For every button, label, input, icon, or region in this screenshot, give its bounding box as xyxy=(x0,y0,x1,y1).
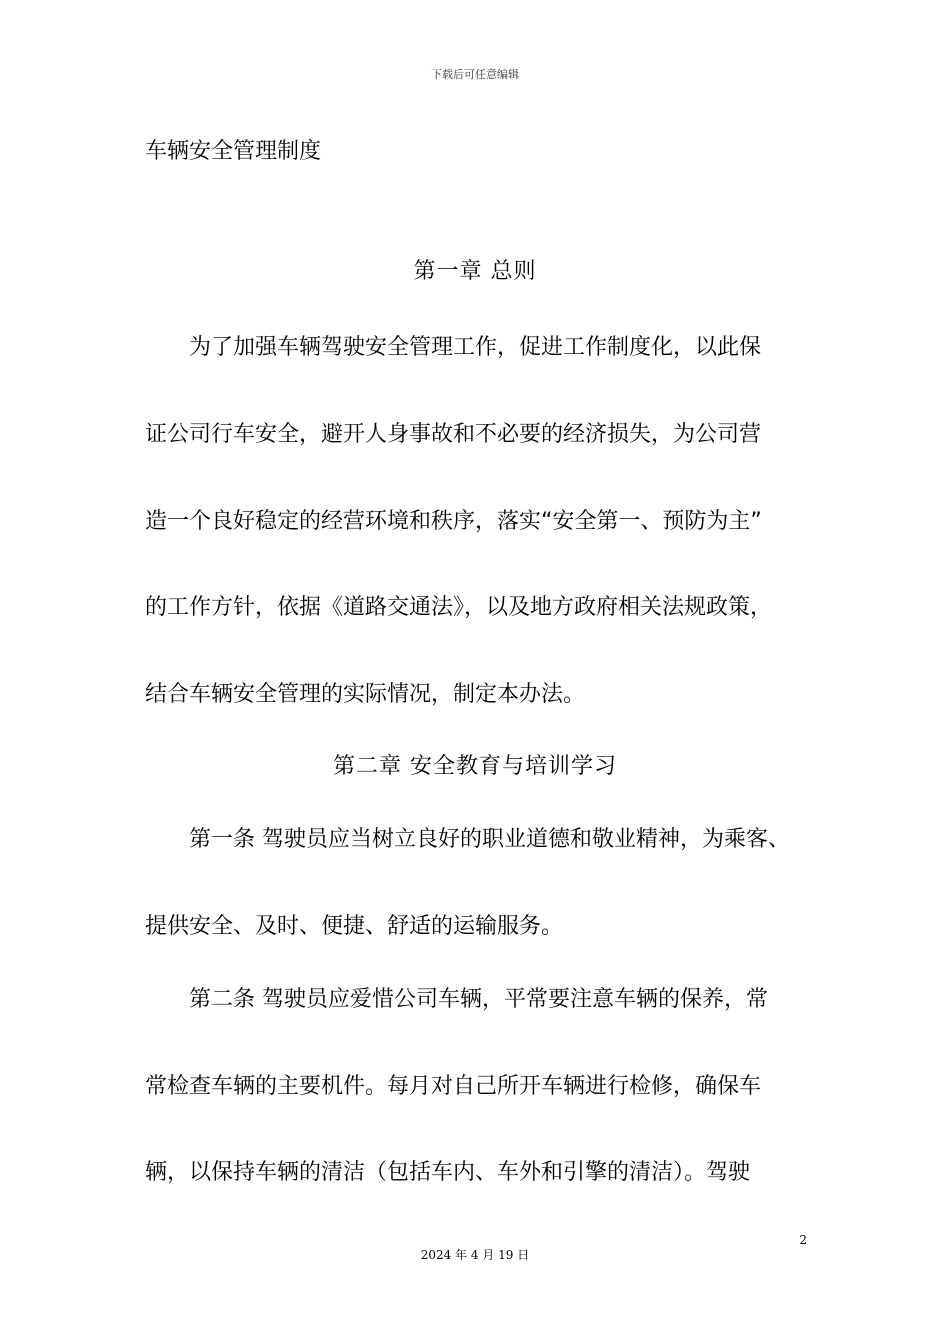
chapter-1-line-1: 为了加强车辆驾驶安全管理工作，促进工作制度化，以此保 xyxy=(189,335,762,360)
footer-date: 2024 年 4 月 19 日 xyxy=(420,1248,530,1262)
article-2-line-2: 常检查车辆的主要机件。每月对自己所开车辆进行检修，确保车 xyxy=(145,1074,762,1099)
article-2-line-3: 辆，以保持车辆的清洁（包括车内、车外和引擎的清洁）。驾驶 xyxy=(145,1160,751,1185)
chapter-1-line-2: 证公司行车安全，避开人身事故和不必要的经济损失，为公司营 xyxy=(145,422,762,447)
article-2-line-1: 第二条 驾驶员应爱惜公司车辆，平常要注意车辆的保养，常 xyxy=(189,987,768,1012)
page-number: 2 xyxy=(799,1233,807,1247)
chapter-1-line-3: 造一个良好稳定的经营环境和秩序，落实“安全第一、预防为主” xyxy=(145,509,762,534)
chapter-1-line-4: 的工作方针，依据《道路交通法》，以及地方政府相关法规政策， xyxy=(145,595,773,620)
document-title: 车辆安全管理制度 xyxy=(145,139,322,164)
chapter-1-line-5: 结合车辆安全管理的实际情况，制定本办法。 xyxy=(145,682,586,707)
article-1-line-2: 提供安全、及时、便捷、舒适的运输服务。 xyxy=(145,914,564,939)
chapter-1-heading: 第一章 总则 xyxy=(413,259,537,284)
chapter-2-heading: 第二章 安全教育与培训学习 xyxy=(333,754,617,779)
article-1-line-1: 第一条 驾驶员应当树立良好的职业道德和敬业精神，为乘客、 xyxy=(189,827,790,852)
header-note: 下载后可任意编辑 xyxy=(431,68,519,81)
